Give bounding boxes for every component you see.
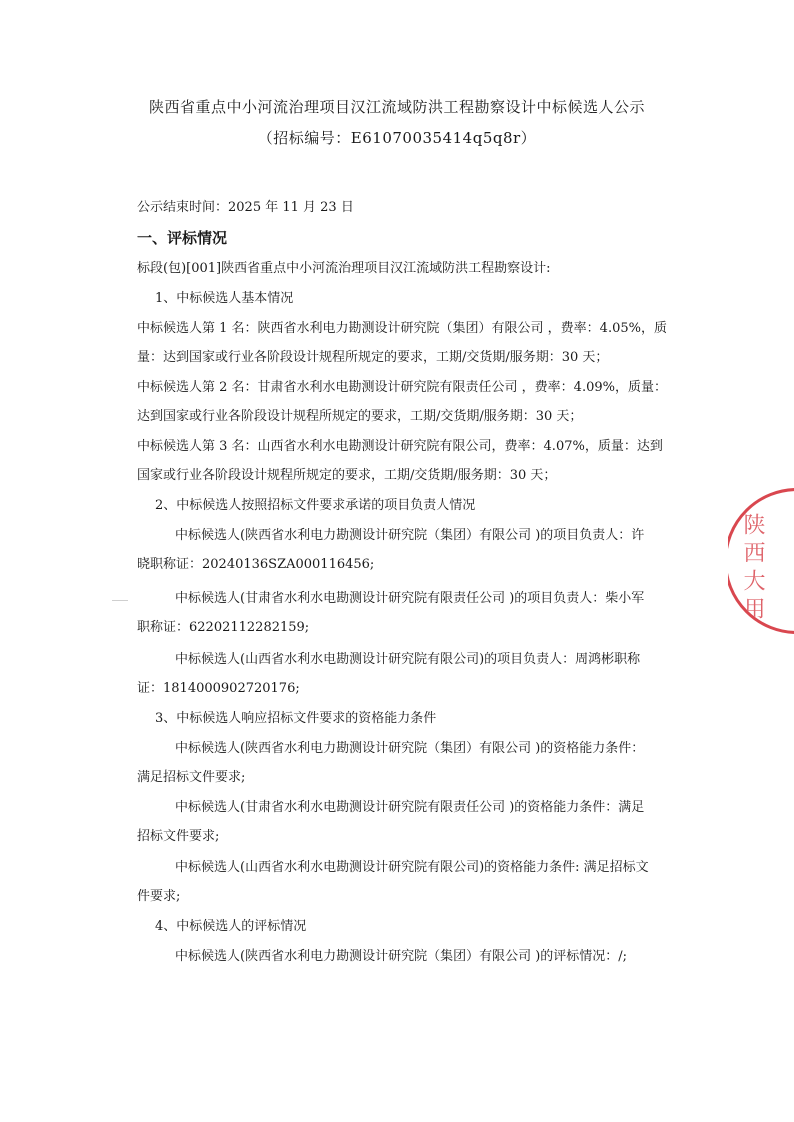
seal-clip: [728, 480, 794, 640]
qual-1-line-1: 中标候选人(陕西省水利电力勘测设计研究院（集团）有限公司 )的资格能力条件：: [175, 741, 645, 756]
package-line: 标段(包)[001]陕西省重点中小河流治理项目汉江流域防洪工程勘察设计:: [137, 261, 551, 276]
qual-3-line-1: 中标候选人(山西省水利水电勘测设计研究院有限公司)的资格能力条件: 满足招标文: [175, 860, 649, 875]
section-heading: 一、评标情况: [137, 229, 228, 247]
pm-1-line-2: 晓职称证：20240136SZA000116456;: [137, 557, 375, 572]
candidate-2-line-2: 达到国家或行业各阶段设计规程所规定的要求，工期/交货期/服务期：30 天；: [137, 409, 583, 424]
qual-2-line-2: 招标文件要求;: [137, 829, 220, 844]
pm-1-line-1: 中标候选人(陕西省水利电力勘测设计研究院（集团）有限公司 )的项目负责人：许: [175, 528, 645, 543]
publicity-end-time: 公示结束时间：2025 年 11 月 23 日: [137, 200, 354, 215]
candidate-3-line-2: 国家或行业各阶段设计规程所规定的要求，工期/交货期/服务期：30 天；: [137, 468, 557, 483]
candidate-2-line-1: 中标候选人第 2 名：甘肃省水利水电勘测设计研究院有限责任公司 ，费率：4.09%，质量：: [137, 380, 667, 395]
seal-text: 陕西大用: [740, 513, 765, 625]
pm-3-line-1: 中标候选人(山西省水利水电勘测设计研究院有限公司)的项目负责人：周鸿彬职称: [175, 652, 641, 667]
subheading-1: 1、中标候选人基本情况: [155, 291, 294, 306]
pm-2-line-2: 职称证：62202112282159;: [137, 620, 310, 635]
subheading-4: 4、中标候选人的评标情况: [155, 919, 307, 934]
tender-code: （招标编号：E61070035414q5q8r）: [257, 129, 537, 147]
subheading-3: 3、中标候选人响应招标文件要求的资格能力条件: [155, 711, 437, 726]
qual-1-line-2: 满足招标文件要求;: [137, 770, 246, 785]
qual-3-line-2: 件要求;: [137, 889, 181, 904]
official-seal: [728, 488, 794, 634]
subheading-2: 2、中标候选人按照招标文件要求承诺的项目负责人情况: [155, 498, 476, 513]
candidate-1-line-2: 量：达到国家或行业各阶段设计规程所规定的要求，工期/交货期/服务期：30 天；: [137, 350, 609, 365]
document-title: 陕西省重点中小河流治理项目汉江流域防洪工程勘察设计中标候选人公示: [148, 98, 645, 116]
pm-3-line-2: 证：1814000902720176;: [137, 681, 300, 696]
candidate-1-line-1: 中标候选人第 1 名：陕西省水利电力勘测设计研究院（集团）有限公司 ，费率：4.05%，质: [137, 321, 667, 336]
evaluation-1-line: 中标候选人(陕西省水利电力勘测设计研究院（集团）有限公司 )的评标情况：/;: [175, 949, 628, 964]
candidate-3-line-1: 中标候选人第 3 名：山西省水利水电勘测设计研究院有限公司，费率：4.07%，质量：达到: [137, 439, 663, 454]
pm-2-line-1: 中标候选人(甘肃省水利水电勘测设计研究院有限责任公司 )的项目负责人：柴小军: [175, 591, 645, 606]
qual-2-line-1: 中标候选人(甘肃省水利水电勘测设计研究院有限责任公司 )的资格能力条件：满足: [175, 800, 645, 815]
scan-mark: [112, 600, 128, 601]
